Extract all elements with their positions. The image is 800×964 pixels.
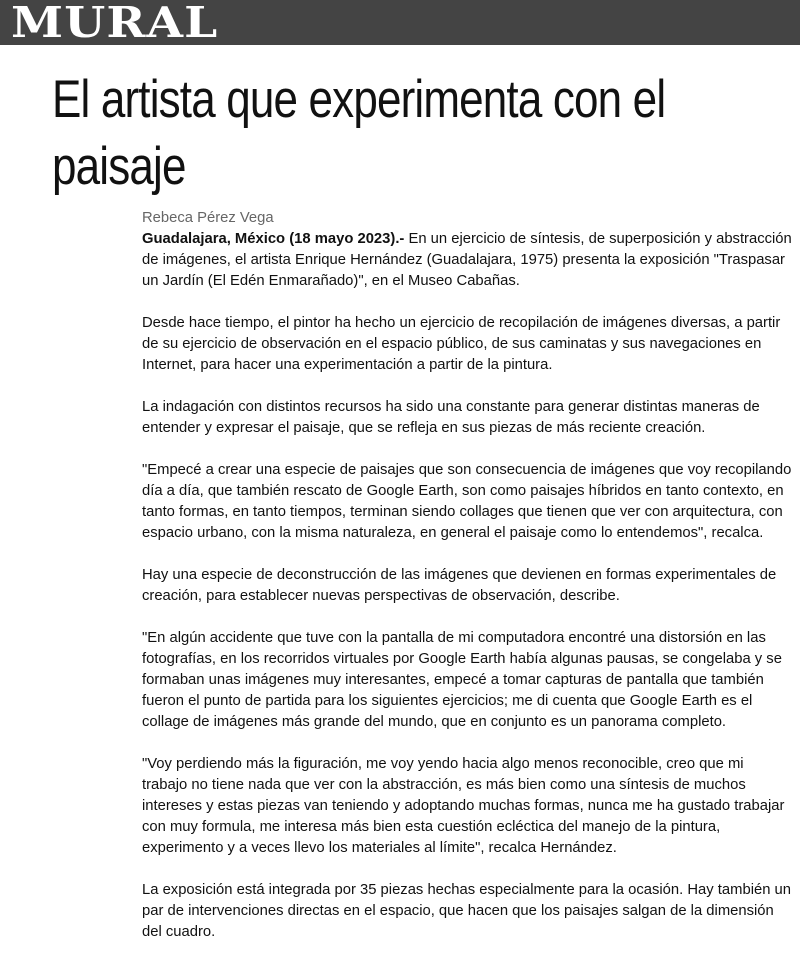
article-paragraph: "En algún accidente que tuve con la pantalla de mi computadora encontré una distorsión en las fotografías, en los recorridos virtuales por Google Earth había algunas pausas, se congelaba y se formaban unas imágenes muy interesantes, empecé a tomar capturas de pantalla que también fueron el punto de partida para los siguientes ejercicios; me di cuenta que Google Earth es el collage de imágenes más grande del mundo, que en conjunto es un panorama completo. [142, 630, 782, 730]
article-paragraph-text: En un ejercicio de síntesis, de superposición y abstracción de imágenes, el artista Enrique Hernández (Guadalajara, 1975) presenta la exposición "Traspasar un Jardín (El Edén Enmarañado)", en el Museo Cabañas. [142, 231, 792, 289]
article-paragraph: La exposición está integrada por 35 piezas hechas especialmente para la ocasión. Hay también un par de intervenciones directas en el espacio, que hacen que los paisajes salgan de la dimensión del cuadro. [142, 882, 792, 940]
article-paragraph-lead [142, 229, 792, 292]
article-author: Rebeca Pérez Vega [142, 210, 274, 226]
article-paragraph: "Empecé a crear una especie de paisajes que son consecuencia de imágenes que voy recopilando día a día, que también rescato de Google Earth, son como paisajes híbridos en tanto contexto, en tanto formas, en tanto tiempos, terminan siendo collages que tienen que ver con arquitectura, con espacio urbano, con la misma naturaleza, en general el paisaje como lo entendemos", recalca. [142, 462, 792, 541]
article-paragraph: "Voy perdiendo más la figuración, me voy yendo hacia algo menos reconocible, creo que mi trabajo no tiene nada que ver con la abstracción, es más bien como una síntesis de muchos intereses y estas piezas van teniendo y adoptando muchas formas, nunca me ha gustado trabajar con muy formula, me interesa más bien esta cuestión ecléctica del manejo de la pintura, experimento y a veces llevo los materiales al límite", recalca Hernández. [142, 756, 785, 856]
article-paragraph: Desde hace tiempo, el pintor ha hecho un ejercicio de recopilación de imágenes diversas, a partir de su ejercicio de observación en el espacio público, de sus caminatas y sus navegaciones en Internet, para hacer una experimentación a partir de la pintura. [142, 315, 781, 373]
article-paragraph: Hay una especie de deconstrucción de las imágenes que devienen en formas experimentales de creación, para establecer nuevas perspectivas de observación, describe. [142, 567, 777, 604]
article-title [52, 66, 666, 200]
top-header-bar [0, 0, 800, 45]
article-title-line: paisaje [52, 137, 186, 196]
article-body [142, 208, 792, 964]
article-dateline: Guadalajara, México (18 mayo 2023).- [142, 231, 405, 247]
mural-logo[interactable]: MURAL [11, 0, 219, 47]
article-title-line: El artista que experimenta con el [52, 70, 666, 129]
article-paragraph: La indagación con distintos recursos ha sido una constante para generar distintas maneras de entender y expresar el paisaje, que se refleja en sus piezas de más reciente creación. [142, 399, 760, 436]
